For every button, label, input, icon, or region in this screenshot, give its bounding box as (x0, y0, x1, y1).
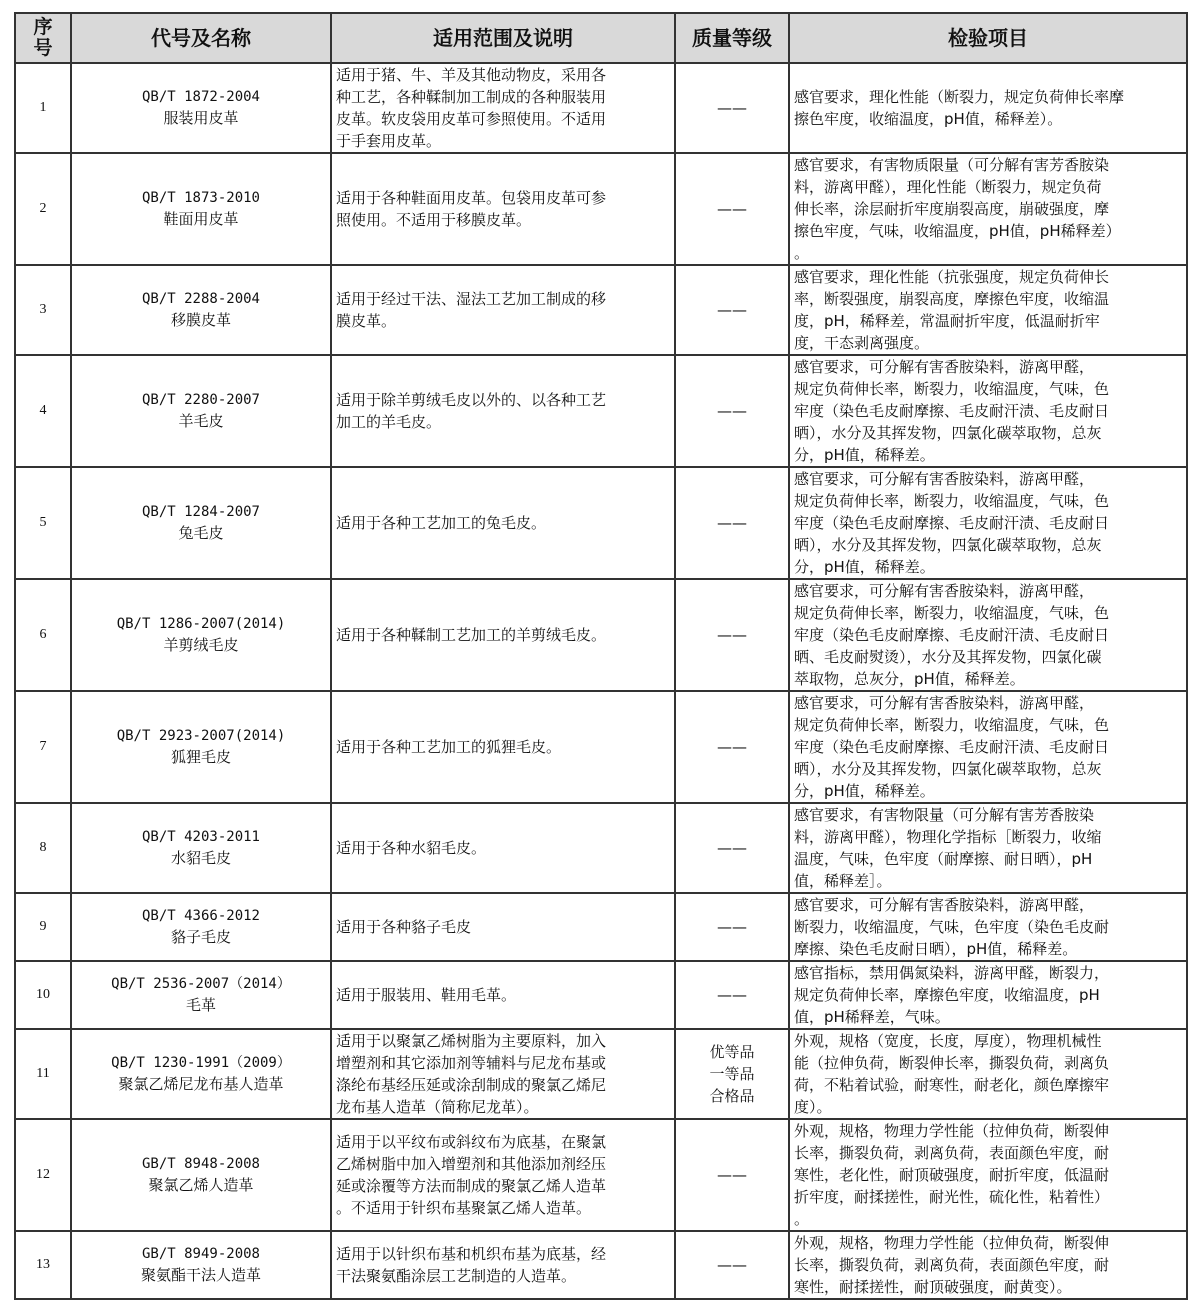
row-grade (675, 1029, 789, 1119)
grade-text: —— (717, 301, 747, 319)
row-scope (331, 265, 675, 355)
row-items (789, 1029, 1187, 1119)
standard-name: 狐狸毛皮 (170, 748, 231, 766)
row-grade (675, 153, 789, 265)
row-scope (331, 153, 675, 265)
standard-name: 聚氯乙烯尼龙布基人造革 (118, 1075, 284, 1093)
scope-text: 适用于猪、牛、羊及其他动物皮，采用各 种工艺，各种鞣制加工制成的各种服装用 皮革。软皮袋用皮革可参照使用。不适用 于手套用皮革。 (336, 66, 607, 150)
standard-code: QB/T 2536-2007（2014） (111, 976, 291, 992)
row-scope (331, 355, 675, 467)
standard-name: 鞋面用皮革 (163, 210, 239, 228)
row-seq: 11 (15, 1029, 71, 1119)
row-scope (331, 1231, 675, 1299)
row-grade (675, 579, 789, 691)
row-seq: 5 (15, 467, 71, 579)
items-text: 感官要求，理化性能（抗张强度，规定负荷伸长 率，断裂强度，崩裂高度，摩擦色牢度，收缩温 度，pH，稀释差，常温耐折牢度，低温耐折牢 度，干态剥离强度。 (794, 268, 1110, 352)
standard-code: GB/T 8949-2008 (141, 1246, 260, 1262)
standard-code: QB/T 1284-2007 (141, 504, 260, 520)
row-code-name (71, 355, 331, 467)
row-grade (675, 1231, 789, 1299)
row-seq: 12 (15, 1119, 71, 1231)
grade-text: —— (717, 918, 747, 936)
row-code-name (71, 467, 331, 579)
row-seq: 1 (15, 63, 71, 153)
scope-text: 适用于以聚氯乙烯树脂为主要原料，加入 增塑剂和其它添加剂等辅料与尼龙布基或 涤纶布基经压延或涂刮制成的聚氯乙烯尼 龙布基人造革（简称尼龙革）。 (336, 1032, 607, 1116)
standard-code: QB/T 1230-1991（2009） (111, 1055, 291, 1071)
table-row (15, 265, 1187, 355)
row-scope (331, 579, 675, 691)
row-items (789, 1119, 1187, 1231)
table-row (15, 467, 1187, 579)
row-scope (331, 1029, 675, 1119)
standard-name: 貉子毛皮 (170, 928, 231, 946)
row-items (789, 803, 1187, 893)
row-code-name (71, 893, 331, 961)
standard-name: 聚氯乙烯人造革 (148, 1176, 254, 1194)
grade-text: —— (717, 402, 747, 420)
scope-text: 适用于经过干法、湿法工艺加工制成的移 膜皮革。 (336, 290, 607, 330)
standard-name: 移膜皮革 (170, 311, 231, 329)
row-seq: 7 (15, 691, 71, 803)
row-seq: 3 (15, 265, 71, 355)
standard-name: 兔毛皮 (178, 524, 224, 542)
row-items (789, 63, 1187, 153)
row-grade (675, 803, 789, 893)
items-text: 感官要求，可分解有害香胺染料，游离甲醛， 规定负荷伸长率，断裂力，收缩温度，气味，色 牢度（染色毛皮耐摩擦、毛皮耐汗渍、毛皮耐日 晒、毛皮耐熨烫），水分及其挥发物，四氯化碳 萃取物，总灰分，pH值，稀释差。 (794, 582, 1110, 688)
table-row (15, 579, 1187, 691)
table-row (15, 1119, 1187, 1231)
row-code-name (71, 1231, 331, 1299)
items-text: 感官要求，可分解有害香胺染料，游离甲醛， 规定负荷伸长率，断裂力，收缩温度，气味，色 牢度（染色毛皮耐摩擦、毛皮耐汗渍、毛皮耐日 晒），水分及其挥发物，四氯化碳萃取物，总灰 分，pH值，稀释差。 (794, 358, 1110, 464)
items-text: 感官要求，理化性能（断裂力，规定负荷伸长率摩 擦色牢度，收缩温度，pH值，稀释差）。 (794, 88, 1125, 128)
standard-name: 聚氨酯干法人造革 (140, 1266, 261, 1284)
row-grade (675, 961, 789, 1029)
row-code-name (71, 1119, 331, 1231)
scope-text: 适用于各种工艺加工的兔毛皮。 (336, 514, 547, 532)
row-seq: 8 (15, 803, 71, 893)
table-row (15, 691, 1187, 803)
standard-code: QB/T 1286-2007(2014) (116, 616, 286, 632)
row-items (789, 153, 1187, 265)
header-grade: 质量等级 (675, 13, 789, 63)
row-scope (331, 893, 675, 961)
row-code-name (71, 691, 331, 803)
grade-text: —— (717, 986, 747, 1004)
row-seq: 10 (15, 961, 71, 1029)
grade-text: 优等品 一等品 合格品 (709, 1043, 755, 1105)
row-grade (675, 355, 789, 467)
row-code-name (71, 265, 331, 355)
row-items (789, 961, 1187, 1029)
row-scope (331, 63, 675, 153)
row-items (789, 691, 1187, 803)
table-row (15, 1231, 1187, 1299)
row-items (789, 579, 1187, 691)
scope-text: 适用于各种鞣制工艺加工的羊剪绒毛皮。 (336, 626, 607, 644)
row-grade (675, 265, 789, 355)
standards-table-container (14, 12, 1188, 1300)
header-scope: 适用范围及说明 (331, 13, 675, 63)
standard-name: 水貂毛皮 (170, 849, 231, 867)
scope-text: 适用于以针织布基和机织布基为底基，经 干法聚氨酯涂层工艺制造的人造革。 (336, 1245, 607, 1285)
row-grade (675, 893, 789, 961)
row-grade (675, 1119, 789, 1231)
row-seq: 9 (15, 893, 71, 961)
row-code-name (71, 153, 331, 265)
row-grade (675, 691, 789, 803)
scope-text: 适用于各种鞋面用皮革。包袋用皮革可参 照使用。不适用于移膜皮革。 (336, 189, 607, 229)
table-row (15, 893, 1187, 961)
scope-text: 适用于服装用、鞋用毛革。 (336, 986, 517, 1004)
row-code-name (71, 63, 331, 153)
items-text: 外观，规格，物理力学性能（拉伸负荷，断裂伸 长率，撕裂负荷，剥离负荷，表面颜色牢度，耐 寒性，老化性，耐顶破强度，耐折牢度，低温耐 折牢度，耐揉搓性，耐光性，硫化性，粘着性） 。 (794, 1122, 1110, 1228)
scope-text: 适用于各种工艺加工的狐狸毛皮。 (336, 738, 562, 756)
row-code-name (71, 803, 331, 893)
scope-text: 适用于各种貉子毛皮 (336, 918, 472, 936)
grade-text: —— (717, 1256, 747, 1274)
items-text: 感官要求，有害物质限量（可分解有害芳香胺染 料，游离甲醛），理化性能（断裂力，规定负荷 伸长率，涂层耐折牢度崩裂高度，崩破强度，摩 擦色牢度，气味，收缩温度，pH值，pH稀释差） 。 (794, 156, 1121, 262)
row-code-name (71, 579, 331, 691)
row-seq: 4 (15, 355, 71, 467)
items-text: 感官要求，可分解有害香胺染料，游离甲醛， 规定负荷伸长率，断裂力，收缩温度，气味，色 牢度（染色毛皮耐摩擦、毛皮耐汗渍、毛皮耐日 晒），水分及其挥发物，四氯化碳萃取物，总灰 分，pH值，稀释差。 (794, 470, 1110, 576)
scope-text: 适用于各种水貂毛皮。 (336, 839, 487, 857)
header-seq: 序 号 (15, 13, 71, 63)
table-row (15, 961, 1187, 1029)
standard-name: 毛革 (185, 996, 216, 1014)
table-row (15, 63, 1187, 153)
items-text: 外观，规格，物理力学性能（拉伸负荷，断裂伸 长率，撕裂负荷，剥离负荷，表面颜色牢度，耐 寒性，耐揉搓性，耐顶破强度，耐黄变）。 (794, 1234, 1110, 1296)
standard-code: QB/T 1873-2010 (141, 190, 260, 206)
grade-text: —— (717, 99, 747, 117)
row-seq: 6 (15, 579, 71, 691)
standard-code: QB/T 2288-2004 (141, 291, 260, 307)
scope-text: 适用于除羊剪绒毛皮以外的、以各种工艺 加工的羊毛皮。 (336, 391, 607, 431)
standard-code: QB/T 4203-2011 (141, 829, 260, 845)
row-code-name (71, 961, 331, 1029)
row-scope (331, 467, 675, 579)
items-text: 感官要求，有害物限量（可分解有害芳香胺染 料，游离甲醛），物理化学指标［断裂力，收缩 温度，气味，色牢度（耐摩擦、耐日晒），pH 值，稀释差］。 (794, 806, 1102, 890)
standard-code: GB/T 8948-2008 (141, 1156, 260, 1172)
table-row (15, 803, 1187, 893)
row-scope (331, 961, 675, 1029)
row-grade (675, 467, 789, 579)
row-scope (331, 803, 675, 893)
items-text: 感官要求，可分解有害香胺染料，游离甲醛， 规定负荷伸长率，断裂力，收缩温度，气味，色 牢度（染色毛皮耐摩擦、毛皮耐汗渍、毛皮耐日 晒），水分及其挥发物，四氯化碳萃取物，总灰 分，pH值，稀释差。 (794, 694, 1110, 800)
standard-code: QB/T 2923-2007(2014) (116, 728, 286, 744)
row-items (789, 467, 1187, 579)
row-seq: 2 (15, 153, 71, 265)
row-grade (675, 63, 789, 153)
standard-name: 羊剪绒毛皮 (163, 636, 239, 654)
grade-text: —— (717, 514, 747, 532)
grade-text: —— (717, 626, 747, 644)
items-text: 感官指标，禁用偶氮染料，游离甲醛，断裂力， 规定负荷伸长率，摩擦色牢度，收缩温度，pH 值，pH稀释差，气味。 (794, 964, 1110, 1026)
row-items (789, 1231, 1187, 1299)
row-items (789, 265, 1187, 355)
grade-text: —— (717, 200, 747, 218)
standard-code: QB/T 1872-2004 (141, 89, 260, 105)
header-code-name: 代号及名称 (71, 13, 331, 63)
header-row (15, 13, 1187, 63)
grade-text: —— (717, 738, 747, 756)
header-items: 检验项目 (789, 13, 1187, 63)
table-row (15, 153, 1187, 265)
grade-text: —— (717, 1166, 747, 1184)
row-seq: 13 (15, 1231, 71, 1299)
standard-code: QB/T 2280-2007 (141, 392, 260, 408)
row-code-name (71, 1029, 331, 1119)
grade-text: —— (717, 839, 747, 857)
standard-name: 羊毛皮 (178, 412, 224, 430)
scope-text: 适用于以平纹布或斜纹布为底基，在聚氯 乙烯树脂中加入增塑剂和其他添加剂经压 延或涂覆等方法而制成的聚氯乙烯人造革 。不适用于针织布基聚氯乙烯人造革。 (336, 1133, 607, 1217)
items-text: 感官要求，可分解有害香胺染料，游离甲醛， 断裂力，收缩温度，气味，色牢度（染色毛皮耐 摩擦、染色毛皮耐日晒），pH值，稀释差。 (794, 896, 1110, 958)
row-items (789, 355, 1187, 467)
items-text: 外观，规格（宽度，长度，厚度），物理机械性 能（拉伸负荷，断裂伸长率，撕裂负荷，剥离负 荷，不粘着试验，耐寒性，耐老化，颜色摩擦牢 度）。 (794, 1032, 1110, 1116)
row-scope (331, 1119, 675, 1231)
table-row (15, 1029, 1187, 1119)
table-row (15, 355, 1187, 467)
row-scope (331, 691, 675, 803)
standards-table (14, 12, 1188, 1300)
standard-name: 服装用皮革 (163, 109, 239, 127)
standard-code: QB/T 4366-2012 (141, 908, 260, 924)
row-items (789, 893, 1187, 961)
